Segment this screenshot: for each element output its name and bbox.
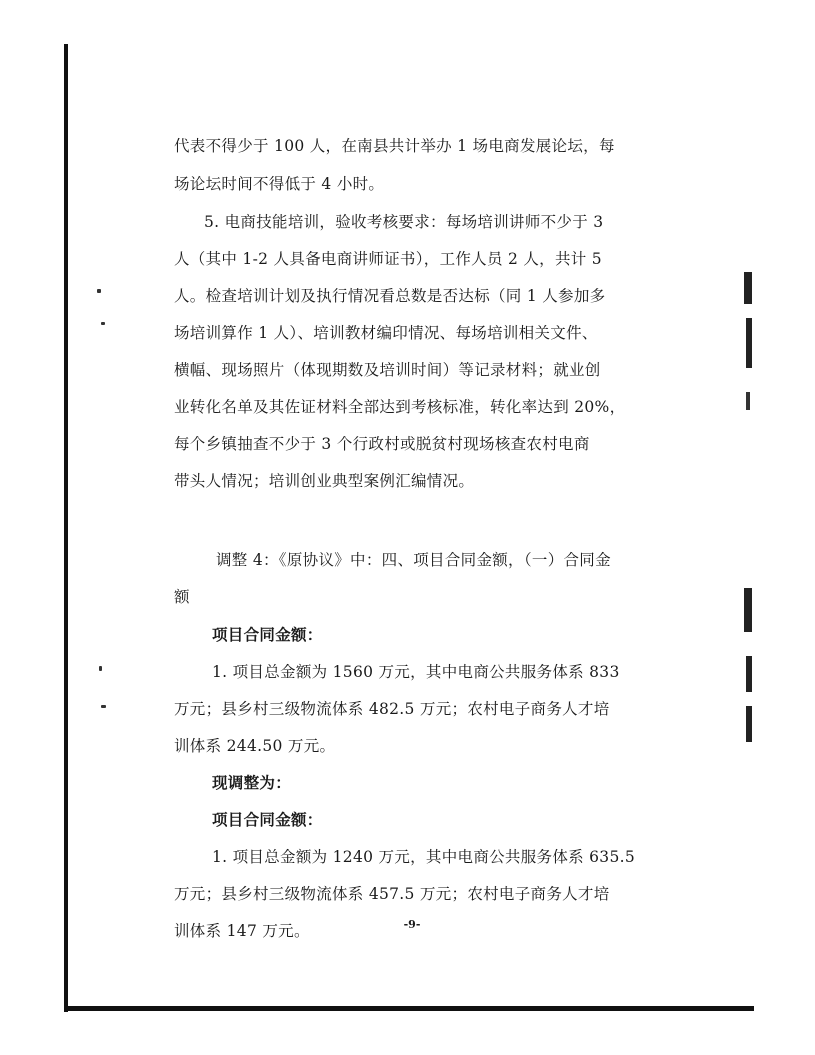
text-line: 场培训算作 1 人）、培训教材编印情况、每场培训相关文件、 [174, 324, 598, 342]
scan-speck [99, 666, 102, 671]
section-heading: 现调整为： [212, 773, 292, 792]
adjustment-heading: 调整 4：《原协议》中：四、项目合同金额，（一）合同金 [216, 551, 611, 569]
text-line: 人（其中 1-2 人具备电商讲师证书），工作人员 2 人，共计 5 [174, 250, 602, 268]
scan-edge-artifact [746, 318, 752, 368]
page-number: -9- [403, 918, 421, 931]
text-line: 万元；县乡村三级物流体系 482.5 万元；农村电子商务人才培 [174, 700, 610, 718]
text-line: 1. 项目总金额为 1560 万元，其中电商公共服务体系 833 [212, 663, 620, 681]
section-heading: 项目合同金额： [212, 625, 323, 644]
text-line: 横幅、现场照片（体现期数及培训时间）等记录材料；就业创 [174, 361, 601, 379]
section-heading: 项目合同金额： [212, 810, 323, 829]
text-line: 业转化名单及其佐证材料全部达到考核标准，转化率达到 20%， [174, 398, 626, 416]
text-line: 训体系 244.50 万元。 [174, 737, 336, 755]
scan-left-border [64, 44, 68, 1012]
scan-edge-artifact [746, 656, 752, 692]
text-line: 额 [174, 588, 190, 606]
scan-edge-artifact [746, 392, 750, 410]
scan-speck [101, 705, 106, 708]
scan-edge-artifact [744, 588, 752, 632]
scan-speck [97, 289, 101, 293]
text-line: 5. 电商技能培训，验收考核要求：每场培训讲师不少于 3 [204, 213, 604, 231]
text-line: 场论坛时间不得低于 4 小时。 [174, 175, 385, 193]
text-line: 代表不得少于 100 人，在南县共计举办 1 场电商发展论坛，每 [174, 137, 615, 155]
text-line: 1. 项目总金额为 1240 万元，其中电商公共服务体系 635.5 [212, 848, 636, 866]
scan-edge-artifact [746, 706, 752, 742]
text-line: 训体系 147 万元。 [174, 922, 310, 940]
scan-edge-artifact [744, 272, 752, 304]
text-line: 每个乡镇抽查不少于 3 个行政村或脱贫村现场核查农村电商 [174, 435, 590, 453]
text-line: 万元；县乡村三级物流体系 457.5 万元；农村电子商务人才培 [174, 885, 610, 903]
scan-bottom-border [64, 1006, 754, 1011]
text-line: 带头人情况；培训创业典型案例汇编情况。 [174, 472, 475, 490]
scan-speck [101, 322, 105, 325]
text-line: 人。检查培训计划及执行情况看总数是否达标（同 1 人参加多 [174, 287, 606, 305]
